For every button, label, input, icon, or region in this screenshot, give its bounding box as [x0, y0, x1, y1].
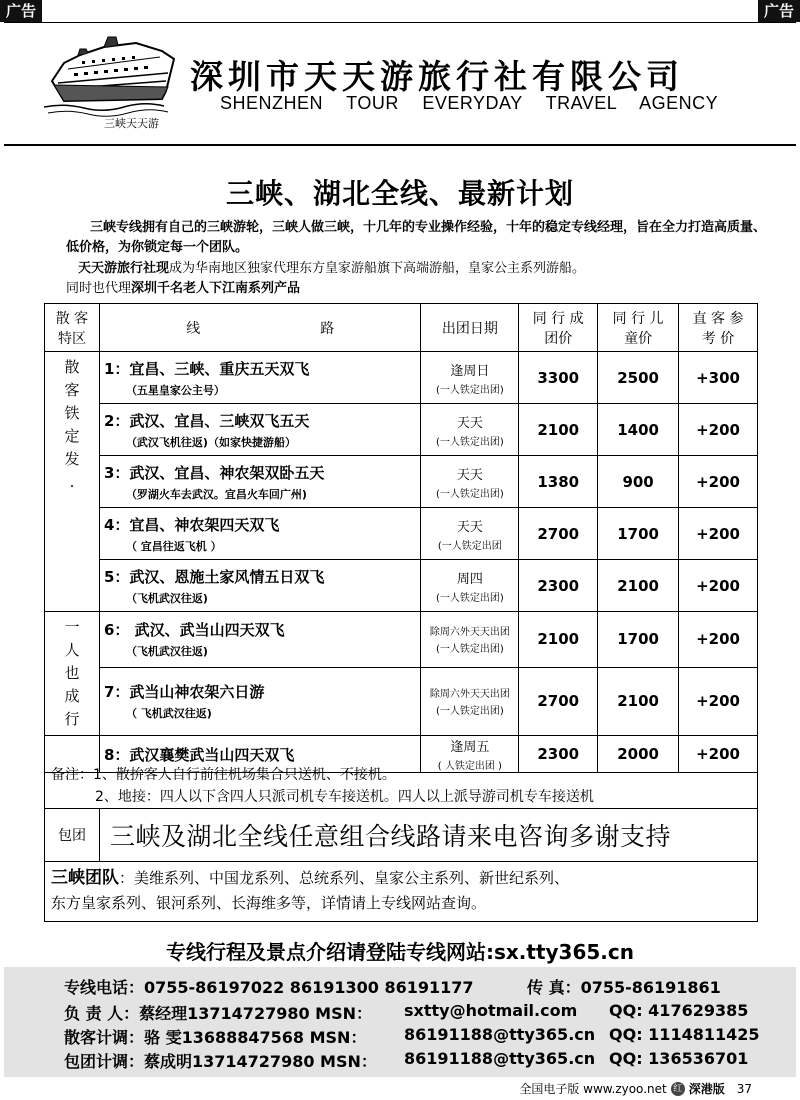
- departure-date: 除周六外天天出团: [429, 689, 510, 701]
- charter-label: 包团: [45, 809, 100, 861]
- note-line-2: 2、地接：四人以下含四人只派司机专车接送机。四人以上派导游司机专车接送机: [95, 789, 594, 805]
- contact-group-email: 86191188@tty365.cn: [404, 1049, 596, 1068]
- direct-price: +200: [679, 404, 758, 456]
- logo-caption: 三峡天天游: [104, 117, 159, 130]
- table-row: [45, 508, 758, 560]
- route-title: 3：武汉、宜昌、神农架双卧五天: [103, 463, 325, 482]
- route-cell: [99, 456, 421, 508]
- departure-date: 逢周五: [450, 740, 490, 755]
- page-footer: [519, 1080, 752, 1097]
- header-child-price: 同 行 儿童价: [598, 304, 679, 352]
- company-name-cn: 深圳市天天游旅行社有限公司: [190, 57, 684, 96]
- side-char: 散: [64, 358, 80, 376]
- route-cell: [99, 404, 421, 456]
- direct-price: +300: [679, 352, 758, 404]
- route-note: （飞机武汉往返): [125, 645, 208, 659]
- notes-box: [44, 761, 758, 809]
- route-note: （飞机武汉往返): [125, 591, 208, 605]
- direct-price: +200: [679, 667, 758, 735]
- route-cell: [99, 612, 421, 668]
- header-adult-price: 同 行 成团价: [519, 304, 598, 352]
- header-route-b: 路: [320, 320, 335, 337]
- child-price: 1400: [598, 404, 679, 456]
- adult-price: 2300: [519, 560, 598, 612]
- route-title: 4：宜昌、神农架四天双飞: [103, 515, 280, 534]
- side-label-bottom: [45, 612, 100, 736]
- route-title: 1：宜昌、三峡、重庆五天双飞: [103, 359, 310, 378]
- route-price-table: [44, 303, 758, 773]
- route-note: （五星皇家公主号）: [125, 383, 225, 397]
- page-number: 37: [736, 1081, 752, 1096]
- series-line-1: ：美维系列、中国龙系列、总统系列、皇家公主系列、新世纪系列、: [119, 869, 570, 887]
- date-cell: [421, 560, 519, 612]
- contact-manager-email: sxtty@hotmail.com: [404, 1001, 578, 1020]
- contact-fax: 传 真：0755-86191861: [527, 978, 721, 997]
- departure-date: 天天: [456, 467, 483, 483]
- adult-price: 3300: [519, 352, 598, 404]
- contact-individual-qq: QQ: 1114811425: [609, 1025, 760, 1044]
- route-cell: [99, 352, 421, 404]
- date-cell: [421, 404, 519, 456]
- table-row: [45, 667, 758, 735]
- header-route: [99, 304, 421, 352]
- adult-price: 2100: [519, 404, 598, 456]
- intro-agency-bold: 天天游旅行社现: [78, 261, 170, 276]
- departure-date: 天天: [456, 415, 483, 431]
- series-label: 三峡团队: [51, 868, 119, 888]
- header-route-a: 线: [186, 320, 201, 337]
- charter-text: 三峡及湖北全线任意组合线路请来电咨询多谢支持: [110, 822, 672, 851]
- contact-manager: 负 责 人：蔡经理13714727980 MSN：: [64, 1004, 373, 1023]
- child-price: 2100: [598, 560, 679, 612]
- route-note: （ 宜昌往返飞机 ）: [125, 539, 222, 553]
- date-cell: [421, 456, 519, 508]
- adult-price: 1380: [519, 456, 598, 508]
- child-price: 900: [598, 456, 679, 508]
- direct-price: +200: [679, 736, 758, 773]
- series-line-2: 东方皇家系列、银河系列、长海维多等，详情请上专线网站查询。: [51, 894, 487, 912]
- footer-badge-icon: 红: [671, 1082, 685, 1096]
- page-headline: 三峡、湖北全线、最新计划: [225, 177, 574, 210]
- child-price: 2500: [598, 352, 679, 404]
- side-char: .: [69, 473, 75, 491]
- ad-label-left: 广告: [0, 0, 42, 22]
- departure-date: 逢周日: [450, 363, 490, 379]
- footer-edition: 深港版: [688, 1082, 725, 1096]
- departure-date: 天天: [456, 519, 483, 535]
- charter-box: [44, 809, 758, 862]
- table-row: [45, 560, 758, 612]
- website-line: 专线行程及景点介绍请登陆专线网站:sx.tty365.cn: [166, 940, 634, 964]
- adult-price: 2300: [519, 736, 598, 773]
- side-char: 铁: [64, 404, 80, 422]
- departure-note: (一人铁定出团): [435, 592, 504, 604]
- date-cell: [421, 612, 519, 668]
- date-cell: [421, 508, 519, 560]
- header-date: 出团日期: [421, 304, 519, 352]
- route-cell: [99, 508, 421, 560]
- contact-individual-email: 86191188@tty365.cn: [404, 1025, 596, 1044]
- route-title: 7：武当山神农架六日游: [103, 683, 265, 702]
- header: [4, 22, 796, 146]
- child-price: 1700: [598, 612, 679, 668]
- child-price: 1700: [598, 508, 679, 560]
- contact-manager-qq: QQ: 417629385: [609, 1001, 749, 1020]
- side-char: 定: [64, 427, 80, 445]
- contact-phone: 专线电话：0755-86197022 86191300 86191177: [64, 978, 474, 997]
- intro-paragraph: 三峡专线拥有自己的三峡游轮，三峡人做三峡，十几年的专业操作经验，十年的稳定专线经理，旨在全力打造高质量、低价格，为你锁定每一个团队。: [66, 220, 767, 255]
- side-char: 行: [64, 710, 80, 728]
- direct-price: +200: [679, 612, 758, 668]
- direct-price: +200: [679, 560, 758, 612]
- side-char: 客: [64, 381, 80, 399]
- table-row: [45, 612, 758, 668]
- route-title: 2：武汉、宜昌、三峡双飞五天: [103, 411, 310, 430]
- date-cell: [421, 667, 519, 735]
- route-cell: [99, 560, 421, 612]
- departure-note: (一人铁定出团: [437, 540, 502, 552]
- route-title: 8：武汉襄樊武当山四天双飞: [103, 745, 295, 764]
- table-row: [45, 456, 758, 508]
- intro-also-text: 同时也代理: [66, 281, 132, 296]
- departure-date: 周四: [456, 571, 483, 587]
- side-char: 人: [64, 641, 80, 659]
- side-char: 成: [64, 687, 80, 705]
- departure-note: (一人铁定出团): [435, 436, 504, 448]
- contact-group-qq: QQ: 136536701: [609, 1049, 749, 1068]
- contact-panel: [4, 967, 796, 1077]
- adult-price: 2700: [519, 508, 598, 560]
- departure-note: ( 人铁定出团 ): [437, 761, 502, 772]
- table-row: [45, 352, 758, 404]
- intro-agency-paragraph: [66, 259, 766, 299]
- direct-price: +200: [679, 508, 758, 560]
- header-zone: 散 客 特区: [45, 304, 100, 352]
- child-price: 2000: [598, 736, 679, 773]
- adult-price: 2100: [519, 612, 598, 668]
- footer-site: 全国电子版 www.zyoo.net: [519, 1082, 667, 1096]
- adult-price: 2700: [519, 667, 598, 735]
- intro-agency-text: 成为华南地区独家代理东方皇家游船旗下高端游船，皇家公主系列游船。: [169, 261, 586, 276]
- ad-label-right: 广告: [758, 0, 800, 22]
- side-char: 发: [64, 450, 80, 468]
- departure-note: (一人铁定出团): [435, 706, 504, 718]
- side-label-top: [45, 352, 100, 612]
- direct-price: +200: [679, 456, 758, 508]
- side-char: 也: [64, 664, 80, 682]
- departure-note: (一人铁定出团): [435, 644, 504, 656]
- route-title: 5：武汉、恩施土家风情五日双飞: [103, 567, 325, 586]
- note-line-1: 备注：1、散拚客人自行前往机场集合只送机、不接机。: [51, 767, 396, 783]
- route-note: （ 飞机武汉往返): [125, 707, 212, 721]
- series-box: [44, 862, 758, 922]
- table-header-row: [45, 304, 758, 352]
- side-char: 一: [64, 618, 80, 636]
- intro-also-bold: 深圳千名老人下江南系列产品: [131, 281, 301, 296]
- departure-note: (一人铁定出团): [435, 384, 504, 396]
- company-name-en: SHENZHEN TOUR EVERYDAY TRAVEL AGENCY: [220, 93, 719, 113]
- route-title: 6： 武汉、武当山四天双飞: [103, 621, 285, 640]
- contact-group: 包团计调：蔡成明13714727980 MSN：: [64, 1052, 377, 1071]
- departure-date: 除周六外天天出团: [429, 627, 510, 639]
- child-price: 2100: [598, 667, 679, 735]
- contact-individual: 散客计调：骆 雯13688847568 MSN：: [64, 1028, 367, 1047]
- header-direct-price: 直 客 参 考 价: [679, 304, 758, 352]
- date-cell: [421, 352, 519, 404]
- departure-note: (一人铁定出团): [435, 488, 504, 500]
- route-cell: [99, 667, 421, 735]
- table-row: [45, 404, 758, 456]
- route-note: （武汉飞机往返)（如家快捷游船）: [125, 435, 296, 449]
- route-note: （罗湖火车去武汉。宜昌火车回广州): [125, 487, 307, 501]
